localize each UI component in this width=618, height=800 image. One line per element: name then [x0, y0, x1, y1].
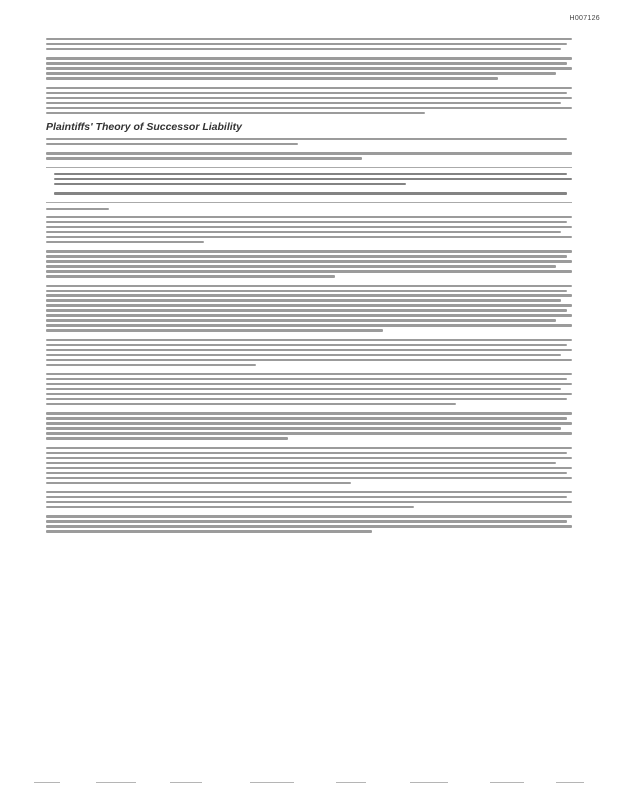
text-line [46, 412, 572, 414]
text-line [46, 525, 572, 527]
paragraph [46, 491, 572, 508]
text-line [54, 183, 406, 185]
block-quote [54, 173, 572, 185]
paragraph [46, 152, 572, 159]
paragraph [46, 447, 572, 484]
text-line [46, 477, 572, 479]
text-line [46, 491, 572, 493]
text-line [46, 255, 567, 257]
text-line [46, 43, 567, 45]
text-line [54, 192, 567, 194]
text-line [46, 373, 572, 375]
paragraph [46, 138, 572, 145]
paragraph [46, 373, 572, 405]
text-line [46, 393, 572, 395]
text-line [46, 432, 572, 434]
footer-mark [250, 782, 294, 783]
text-line [46, 359, 572, 361]
page-footer [0, 780, 618, 786]
text-line [46, 427, 561, 429]
text-line [46, 250, 572, 252]
text-line [46, 515, 572, 517]
text-line [46, 77, 498, 79]
text-line [46, 467, 572, 469]
text-line [46, 314, 572, 316]
document-body [46, 38, 572, 540]
text-line [46, 501, 572, 503]
section-heading: Plaintiffs' Theory of Successor Liability [46, 121, 243, 133]
text-line [46, 226, 572, 228]
text-line [46, 417, 567, 419]
text-line [46, 92, 567, 94]
text-line [46, 216, 572, 218]
text-line [46, 349, 572, 351]
text-line [54, 173, 567, 175]
text-line [46, 324, 572, 326]
text-line [46, 48, 561, 50]
text-line [46, 87, 572, 89]
paragraph [46, 38, 572, 50]
paragraph [46, 515, 572, 532]
paragraph [46, 216, 572, 243]
text-line [46, 344, 567, 346]
text-line [46, 398, 567, 400]
text-line [46, 38, 572, 40]
text-line [46, 299, 561, 301]
text-line [46, 309, 567, 311]
footer-mark [96, 782, 136, 783]
text-line [46, 57, 572, 59]
text-line [46, 364, 256, 366]
footer-mark [170, 782, 202, 783]
text-line [46, 143, 298, 145]
text-line [46, 496, 567, 498]
text-line [46, 221, 567, 223]
text-line [46, 260, 572, 262]
text-line [46, 138, 567, 140]
bates-number: H007126 [569, 15, 600, 22]
paragraph [46, 87, 572, 114]
paragraph [46, 339, 572, 366]
text-line [46, 482, 351, 484]
text-line [46, 388, 561, 390]
text-line [46, 383, 572, 385]
text-line [46, 270, 572, 272]
text-line [46, 208, 109, 210]
text-line [46, 275, 335, 277]
divider [46, 202, 572, 203]
text-line [46, 520, 567, 522]
divider [46, 167, 572, 168]
text-line [46, 152, 572, 154]
text-line [46, 339, 572, 341]
text-line [46, 422, 572, 424]
text-line [46, 403, 456, 405]
text-line [46, 236, 572, 238]
text-line [46, 72, 556, 74]
text-line [46, 62, 567, 64]
text-line [46, 462, 556, 464]
footer-mark [336, 782, 366, 783]
paragraph [46, 412, 572, 439]
text-line [54, 178, 572, 180]
text-line [46, 285, 572, 287]
text-line [46, 241, 204, 243]
footer-mark [490, 782, 524, 783]
text-line [46, 294, 572, 296]
text-line [46, 319, 556, 321]
text-line [46, 457, 572, 459]
text-line [46, 530, 372, 532]
paragraph [46, 250, 572, 277]
text-line [46, 506, 414, 508]
text-line [46, 102, 561, 104]
paragraph [46, 57, 572, 79]
text-line [46, 265, 556, 267]
text-line [46, 290, 567, 292]
text-line [46, 107, 572, 109]
text-line [46, 447, 572, 449]
text-line [46, 157, 362, 159]
text-line [46, 67, 572, 69]
text-line [46, 231, 561, 233]
text-line [46, 437, 288, 439]
text-line [46, 112, 425, 114]
text-line [46, 452, 567, 454]
text-line [46, 304, 572, 306]
text-line [46, 329, 383, 331]
text-line [46, 378, 567, 380]
footer-mark [556, 782, 584, 783]
footer-mark [34, 782, 60, 783]
paragraph [46, 285, 572, 332]
text-line [46, 97, 572, 99]
text-line [46, 472, 567, 474]
footer-mark [410, 782, 448, 783]
block-quote [54, 192, 572, 194]
text-line [46, 354, 561, 356]
